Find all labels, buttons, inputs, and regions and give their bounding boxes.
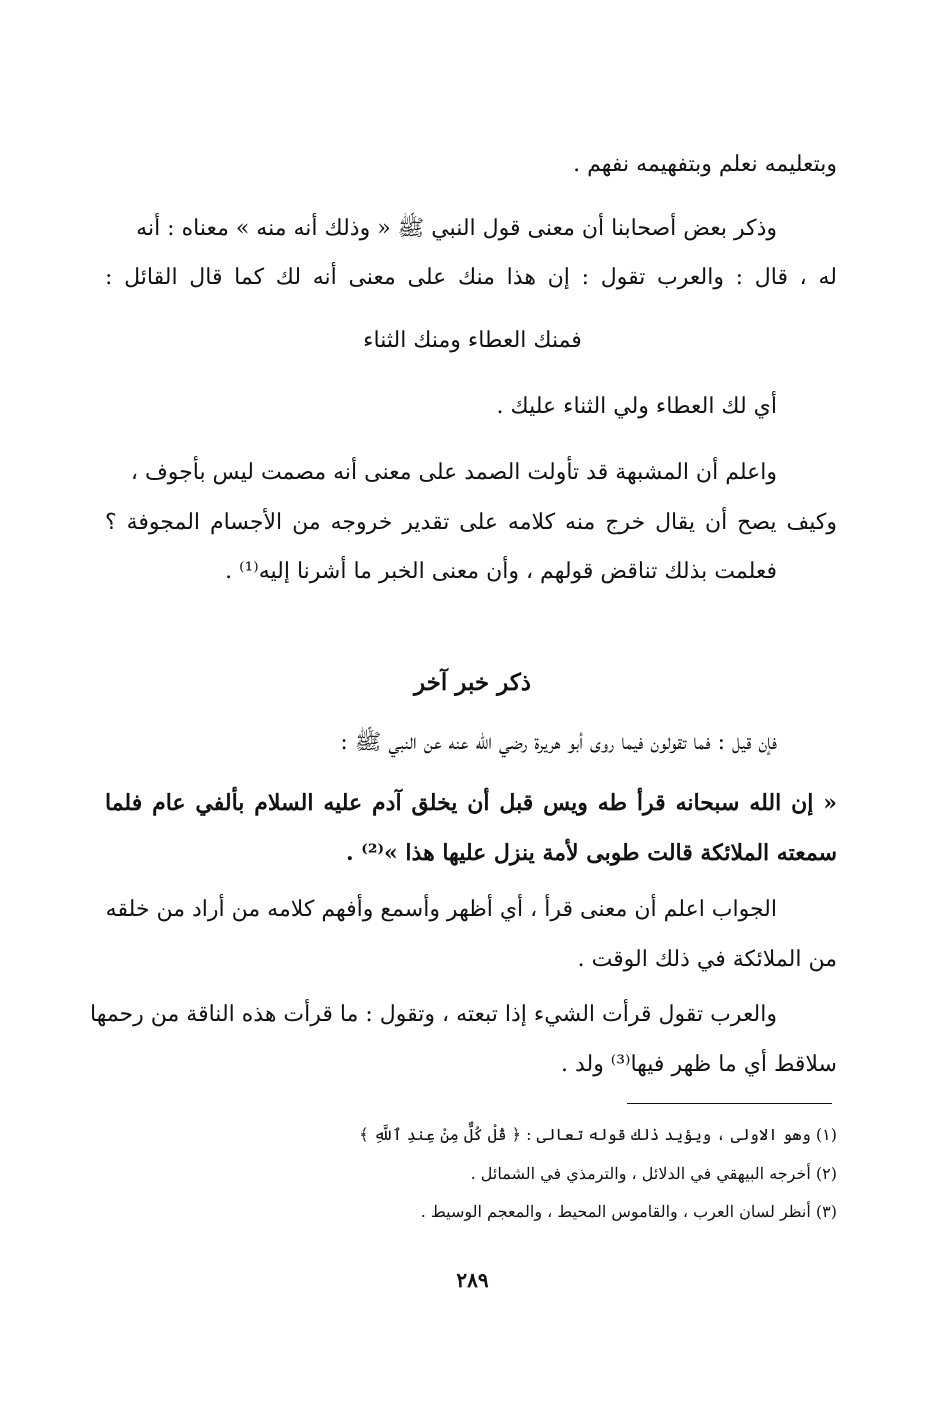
paragraph-line: الجواب اعلم أن معنى قرأ ، أي أظهر وأسمع وأفهم كلامه من أراد من خلقه	[105, 897, 777, 922]
poetry-verse: فمنك العطاء ومنك الثناء	[363, 328, 582, 353]
paragraph-line: من الملائكة في ذلك الوقت .	[577, 947, 837, 972]
paragraph-line: والعرب تقول قرأت الشيء إذا تبعته ، وتقول : ما قرأت هذه الناقة من رحمها	[89, 1002, 777, 1027]
paragraph-line: سلاقط أي ما ظهر فيها⁽³⁾ ولد .	[560, 1052, 837, 1077]
paragraph-line: واعلم أن المشبهة قد تأولت الصمد على معنى أنه مصمت ليس بأجوف ،	[130, 460, 777, 485]
page-number: ٢٨٩	[456, 1268, 489, 1292]
paragraph-line: فإن قيل : فما تقولون فيما روى أبو هريرة رضي الله عنه عن النبي ﷺ :	[340, 730, 777, 755]
paragraph-line: فعلمت بذلك تناقض قولهم ، وأن معنى الخبر ما أشرنا إليه⁽¹⁾ .	[225, 559, 777, 584]
paragraph-line: وبتعليمه نعلم وبتفهيمه نفهم .	[573, 152, 837, 177]
paragraph-line: وذكر بعض أصحابنا أن معنى قول النبي ﷺ « وذلك أنه منه » معناه : أنه	[136, 216, 777, 241]
paragraph-line: له ، قال : والعرب تقول : إن هذا منك على معنى أنه لك كما قال القائل :	[105, 265, 837, 290]
section-heading: ذكر خبر آخر	[413, 669, 532, 696]
hadith-line: سمعته الملائكة قالت طوبى لأمة ينزل عليها هذا »⁽²⁾ .	[345, 840, 837, 866]
paragraph-line: أي لك العطاء ولي الثناء عليك .	[496, 394, 777, 419]
footnote-divider	[627, 1103, 832, 1104]
footnote-3: (٣) أنظر لسان العرب ، والقاموس المحيط ، والمعجم الوسيط .	[420, 1202, 837, 1221]
paragraph-line: وكيف يصح أن يقال خرج منه كلامه على تقدير خروجه من الأجسام المجوفة ؟	[105, 510, 837, 535]
footnote-2: (٢) أخرجه البيهقي في الدلائل ، والترمذي في الشمائل .	[470, 1164, 837, 1183]
hadith-line: « إن الله سبحانه قرأ طه ويس قبل أن يخلق آدم عليه السلام بألفي عام فلما	[105, 790, 837, 816]
footnote-1: (١) وهو الاولى ، ويؤيد ذلك قوله تعالى : ﴿ قُلْ كُلٌّ مِنْ عِندِ ٱللَّهِ ﴾	[359, 1125, 837, 1144]
